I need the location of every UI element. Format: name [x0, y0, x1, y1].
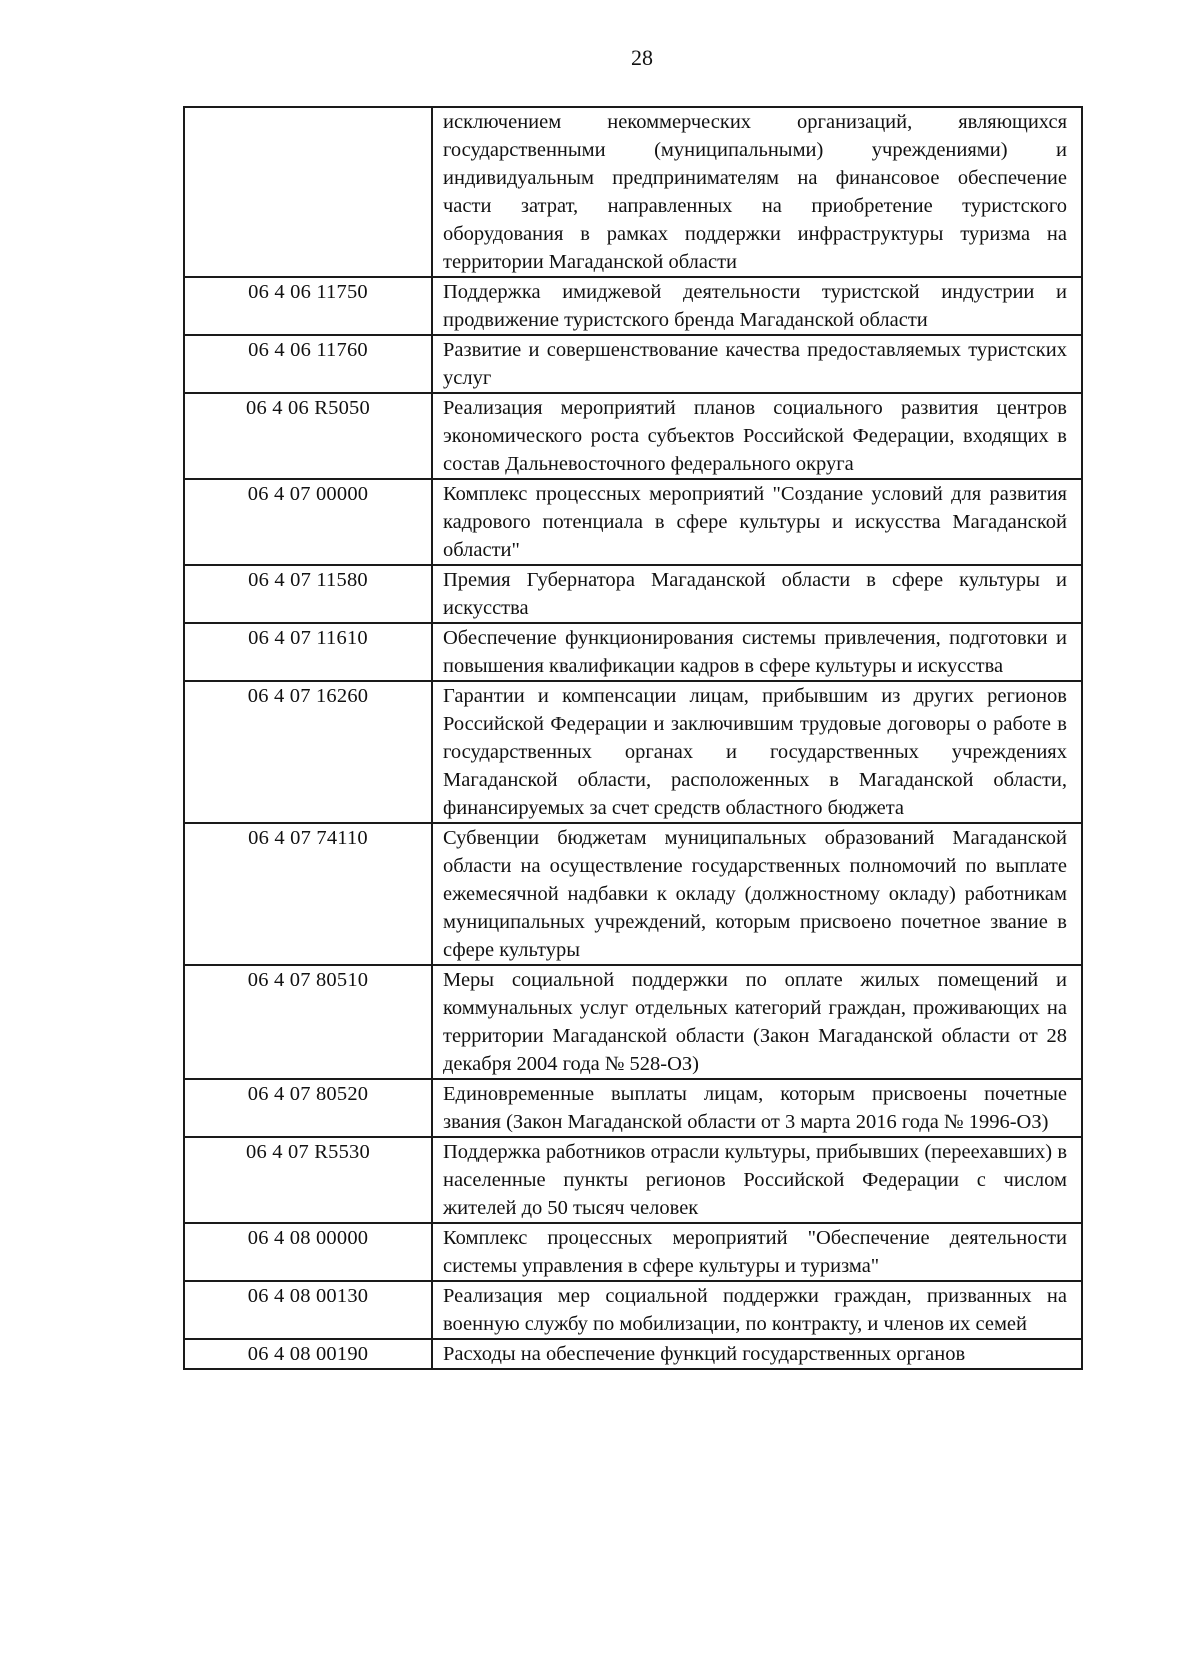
table-row — [184, 335, 1082, 393]
table-row — [184, 393, 1082, 479]
budget-code-table — [183, 106, 1083, 1370]
table-row — [184, 565, 1082, 623]
table-row — [184, 1137, 1082, 1223]
row-code: 06 4 08 00000 — [184, 1223, 432, 1281]
table-row — [184, 277, 1082, 335]
table-row — [184, 479, 1082, 565]
row-code: 06 4 07 00000 — [184, 479, 432, 565]
row-description: Комплекс процессных мероприятий "Обеспечение деятельности системы управления в сфере культуры и туризма" — [432, 1223, 1082, 1281]
row-description: Реализация мероприятий планов социального развития центров экономического роста субъектов Российской Федерации, входящих в состав Дальневосточного федерального округа — [432, 393, 1082, 479]
row-description: Премия Губернатора Магаданской области в сфере культуры и искусства — [432, 565, 1082, 623]
row-description: Поддержка имиджевой деятельности туристской индустрии и продвижение туристского бренда Магаданской области — [432, 277, 1082, 335]
row-code: 06 4 08 00190 — [184, 1339, 432, 1369]
row-description: Субвенции бюджетам муниципальных образований Магаданской области на осуществление государственных полномочий по выплате ежемесячной надбавки к окладу (должностному окладу) работникам муниципальных учреждений, которым присвоено почетное звание в сфере культуры — [432, 823, 1082, 965]
page-number: 28 — [631, 45, 653, 70]
row-code: 06 4 07 11580 — [184, 565, 432, 623]
row-description: Расходы на обеспечение функций государственных органов — [432, 1339, 1082, 1369]
row-code: 06 4 06 R5050 — [184, 393, 432, 479]
row-code: 06 4 06 11760 — [184, 335, 432, 393]
row-description: Поддержка работников отрасли культуры, прибывших (переехавших) в населенные пункты регионов Российской Федерации с числом жителей до 50 тысяч человек — [432, 1137, 1082, 1223]
row-description: Обеспечение функционирования системы привлечения, подготовки и повышения квалификации кадров в сфере культуры и искусства — [432, 623, 1082, 681]
row-code: 06 4 07 80510 — [184, 965, 432, 1079]
row-description: Развитие и совершенствование качества предоставляемых туристских услуг — [432, 335, 1082, 393]
row-code: 06 4 07 16260 — [184, 681, 432, 823]
row-code: 06 4 07 11610 — [184, 623, 432, 681]
table-row — [184, 965, 1082, 1079]
row-description: исключением некоммерческих организаций, являющихся государственными (муниципальными) учреждениями) и индивидуальным предпринимателям на финансовое обеспечение части затрат, направленных на приобретение туристского оборудования в рамках поддержки инфраструктуры туризма на территории Магаданской области — [432, 107, 1082, 277]
row-code: 06 4 07 74110 — [184, 823, 432, 965]
row-description: Меры социальной поддержки по оплате жилых помещений и коммунальных услуг отдельных категорий граждан, проживающих на территории Магаданской области (Закон Магаданской области от 28 декабря 2004 года № 528-ОЗ) — [432, 965, 1082, 1079]
row-description: Реализация мер социальной поддержки граждан, призванных на военную службу по мобилизации, по контракту, и членов их семей — [432, 1281, 1082, 1339]
table-row — [184, 623, 1082, 681]
table-row — [184, 1223, 1082, 1281]
table-row — [184, 107, 1082, 277]
row-description: Комплекс процессных мероприятий "Создание условий для развития кадрового потенциала в сфере культуры и искусства Магаданской области" — [432, 479, 1082, 565]
row-code: 06 4 07 R5530 — [184, 1137, 432, 1223]
table-row — [184, 1339, 1082, 1369]
row-code: 06 4 06 11750 — [184, 277, 432, 335]
table-row — [184, 1281, 1082, 1339]
row-code — [184, 107, 432, 277]
table-row — [184, 823, 1082, 965]
table-row — [184, 1079, 1082, 1137]
row-description: Единовременные выплаты лицам, которым присвоены почетные звания (Закон Магаданской области от 3 марта 2016 года № 1996-ОЗ) — [432, 1079, 1082, 1137]
row-description: Гарантии и компенсации лицам, прибывшим из других регионов Российской Федерации и заключившим трудовые договоры о работе в государственных органах и государственных учреждениях Магаданской области, расположенных в Магаданской области, финансируемых за счет средств областного бюджета — [432, 681, 1082, 823]
row-code: 06 4 08 00130 — [184, 1281, 432, 1339]
table-row — [184, 681, 1082, 823]
row-code: 06 4 07 80520 — [184, 1079, 432, 1137]
